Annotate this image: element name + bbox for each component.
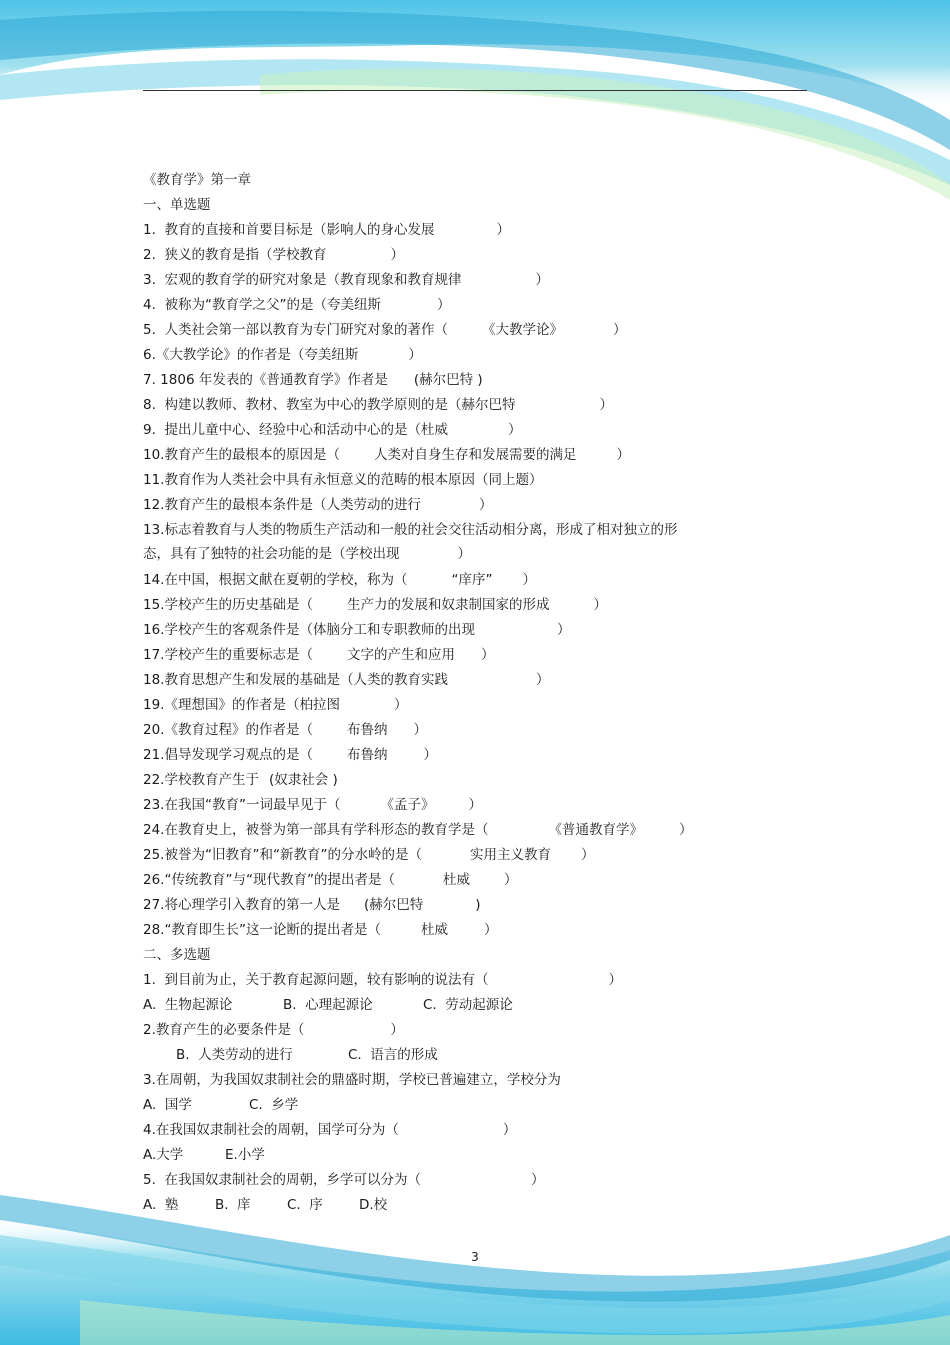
question-9: 9. 提出儿童中心、经验中心和活动中心的是（杜威 ） [143,422,522,438]
question-12: 12.教育产生的最根本条件是（人类劳动的进行 ） [143,497,493,513]
option: C. 语言的形成 [348,1047,438,1063]
section-heading-single-choice: 一、单选题 [143,197,211,213]
question-21: 21.倡导发现学习观点的是（ 布鲁纳 ） [143,747,437,763]
document-body [143,168,783,1218]
question-1: 1. 教育的直接和首要目标是（影响人的身心发展 ） [143,222,510,238]
option: A.大学 [143,1147,184,1163]
question-4: 4. 被称为“教育学之父”的是（夸美纽斯 ） [143,297,451,313]
multi-question-5-options [143,1193,783,1218]
option: A. 国学 [143,1097,192,1113]
question-16: 16.学校产生的客观条件是（体脑分工和专职教师的出现 ） [143,622,571,638]
question-2: 2. 狭义的教育是指（学校教育 ） [143,247,404,263]
doc-title: 《教育学》第一章 [143,172,251,188]
question-18: 18.教育思想产生和发展的基础是（人类的教育实践 ） [143,672,550,688]
option: D.校 [359,1197,388,1213]
page-number: 3 [471,1250,479,1264]
question-24: 24.在教育史上，被誉为第一部具有学科形态的教育学是（ 《普通教育学》 ） [143,822,693,838]
multi-question-5: 5. 在我国奴隶制社会的周朝，乡学可以分为（ ） [143,1172,545,1188]
question-19: 19.《理想国》的作者是（柏拉图 ） [143,697,408,713]
multi-question-4-options [143,1143,783,1168]
question-5: 5. 人类社会第一部以教育为专门研究对象的著作（ 《大教学论》 ） [143,322,627,338]
multi-question-2-options [143,1043,783,1068]
question-8: 8. 构建以教师、教材、教室为中心的教学原则的是（赫尔巴特 ） [143,397,613,413]
question-13-line-2: 态，具有了独特的社会功能的是（学校出现 ） [143,546,471,562]
question-7: 7. 1806 年发表的《普通教育学》作者是 (赫尔巴特 ) [143,372,483,388]
question-20: 20.《教育过程》的作者是（ 布鲁纳 ） [143,722,427,738]
question-15: 15.学校产生的历史基础是（ 生产力的发展和奴隶制国家的形成 ） [143,597,607,613]
option: C. 乡学 [249,1097,299,1113]
multi-question-3: 3.在周朝，为我国奴隶制社会的鼎盛时期，学校已普遍建立，学校分为 [143,1072,561,1088]
option: C. 序 [287,1197,323,1213]
multi-question-2: 2.教育产生的必要条件是（ ） [143,1022,404,1038]
question-13-line-1: 13.标志着教育与人类的物质生产活动和一般的社会交往活动相分离，形成了相对独立的形 [143,522,678,538]
question-11: 11.教育作为人类社会中具有永恒意义的范畴的根本原因（同上题） [143,472,543,488]
header-rule [143,90,807,91]
question-14: 14.在中国，根据文献在夏朝的学校，称为（ “庠序” ） [143,572,536,588]
option: B. 心理起源论 [283,997,373,1013]
option: B. 庠 [215,1197,251,1213]
option: A. 塾 [143,1197,179,1213]
question-27: 27.将心理学引入教育的第一人是 (赫尔巴特 ) [143,897,481,913]
multi-question-1: 1. 到目前为止，关于教育起源问题，较有影响的说法有（ ） [143,972,622,988]
option: B. 人类劳动的进行 [176,1047,293,1063]
option: C. 劳动起源论 [423,997,513,1013]
section-heading-multiple-choice: 二、多选题 [143,947,211,963]
question-17: 17.学校产生的重要标志是（ 文字的产生和应用 ） [143,647,495,663]
question-25: 25.被誉为“旧教育”和“新教育”的分水岭的是（ 实用主义教育 ） [143,847,595,863]
question-28: 28.“教育即生长”这一论断的提出者是（ 杜威 ） [143,922,498,938]
question-6: 6.《大教学论》的作者是（夸美纽斯 ） [143,347,422,363]
question-23: 23.在我国“教育”一词最早见于（ 《孟子》 ） [143,797,482,813]
question-3: 3. 宏观的教育学的研究对象是（教育现象和教育规律 ） [143,272,549,288]
multi-question-3-options [143,1093,783,1118]
question-26: 26.“传统教育”与“现代教育”的提出者是（ 杜威 ） [143,872,518,888]
question-10: 10.教育产生的最根本的原因是（ 人类对自身生存和发展需要的满足 ） [143,447,630,463]
option: A. 生物起源论 [143,997,233,1013]
multi-question-1-options [143,993,783,1018]
question-22: 22.学校教育产生于 (奴隶社会 ) [143,772,338,788]
multi-question-4: 4.在我国奴隶制社会的周朝，国学可分为（ ） [143,1122,517,1138]
option: E.小学 [225,1147,265,1163]
